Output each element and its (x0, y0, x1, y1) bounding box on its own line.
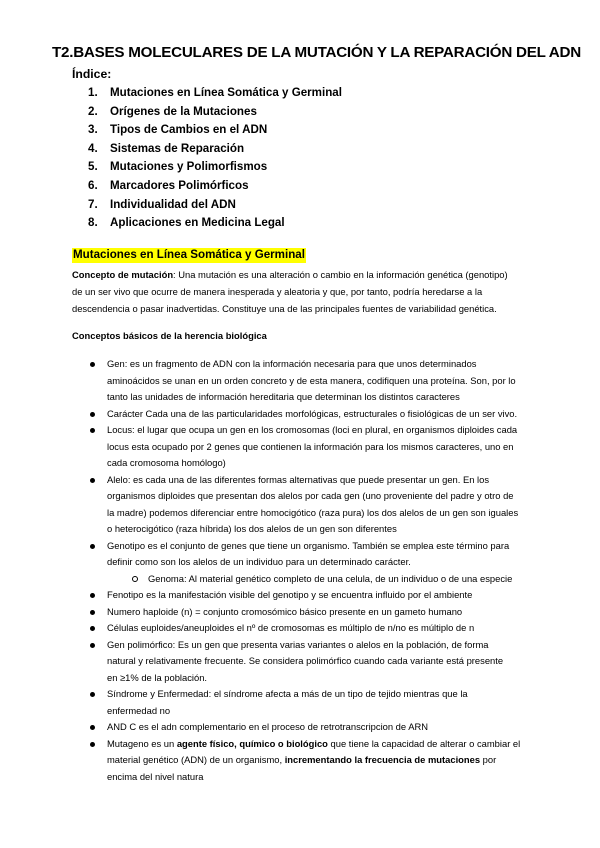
sub-bullet-item (90, 571, 590, 588)
index-item-label: Aplicaciones en Medicina Legal (110, 216, 285, 230)
bullet-line: Fenotipo es la manifestación visible del genotipo y se encuentra influido por el ambiente (107, 589, 473, 600)
index-item-number: 8. (88, 216, 98, 230)
bullet-item (90, 719, 590, 736)
index-list (88, 84, 342, 233)
index-item-label: Sistemas de Reparación (110, 141, 245, 155)
bullet-item (90, 587, 590, 604)
index-item (88, 140, 342, 159)
bullet-dot-icon (90, 725, 95, 730)
bullet-dot-icon (90, 626, 95, 631)
bullet-dot-icon (90, 593, 95, 598)
concept-line: descendencia o pasar inadvertidas. Constituye una de las principales fuentes de variabilidad genética. (72, 303, 497, 315)
index-item (88, 121, 342, 140)
index-item (88, 158, 342, 177)
bullet-line: Alelo: es cada una de las diferentes formas alternativas que puede presentar un gen. En los (107, 473, 490, 485)
bullet-line: Gen polimórfico: Es un gen que presenta varias variantes o alelos en la población, de forma (107, 638, 489, 650)
bullet-line: Mutageno es un agente físico, químico o biológico que tiene la capacidad de alterar o cambiar el (107, 737, 521, 749)
bullet-item (90, 472, 590, 538)
bullet-dot-icon (90, 692, 95, 697)
index-item (88, 103, 342, 122)
index-item-number: 6. (88, 178, 98, 192)
bullet-item (90, 620, 590, 637)
concept-line: de un ser vivo que ocurre de manera inesperada y aleatoria y que, por tanto, podría heredarse a la (72, 286, 483, 298)
bullet-dot-icon (90, 478, 95, 483)
bullet-dot-icon (90, 428, 95, 433)
index-item-number: 3. (88, 123, 98, 137)
bullet-line: natural y relativamente frecuente. Se considera polimórfico cuando cada variante está presente (107, 655, 504, 666)
index-item-label: Mutaciones y Polimorfismos (110, 160, 268, 174)
index-item-label: Orígenes de la Mutaciones (110, 104, 257, 118)
bullet-item (90, 406, 590, 423)
bullet-item (90, 604, 590, 621)
bullet-line: AND C es el adn complementario en el proceso de retrotranscripcion de ARN (107, 721, 428, 732)
bullet-line: cada cromosoma homólogo) (107, 457, 226, 468)
bullet-line: la madre) podemos diferenciar entre homocigótico (raza pura) los dos alelos de un gen son iguales (107, 506, 519, 518)
hollow-bullet-icon (132, 576, 138, 582)
bullet-item (90, 538, 590, 571)
bullet-line: en ≥1% de la población. (107, 671, 208, 683)
index-item-number: 2. (88, 104, 98, 118)
bullet-dot-icon (90, 742, 95, 747)
index-item-number: 4. (88, 141, 98, 155)
bullet-line: Células euploides/aneuploides el nº de cromosomas es múltiplo de n/no es múltiplo de n (107, 622, 475, 633)
mutation-concept-paragraph (72, 266, 572, 318)
emphasis-text: incrementando la frecuencia de mutaciones (284, 754, 481, 765)
index-item (88, 214, 342, 233)
bullet-line: locus esta ocupado por 2 genes que contienen la información para los mismos caracteres, uno en (107, 440, 514, 452)
concept-bullet-list (90, 356, 590, 785)
bullet-line: Numero haploide (n) = conjunto cromosómico básico presente en un gameto humano (107, 605, 463, 617)
bullet-dot-icon (90, 610, 95, 615)
index-item-label: Marcadores Polimórficos (110, 178, 249, 192)
index-item-label: Individualidad del ADN (110, 197, 236, 211)
bullet-line: material genético (ADN) de un organismo, incrementando la frecuencia de mutaciones por (107, 754, 497, 765)
bullet-line: o heterocigótico (raza híbrida) los dos alelos de un gen son diferentes (107, 523, 397, 534)
bullet-line: Genotipo es el conjunto de genes que tiene un organismo. También se emplea este término para (107, 539, 510, 551)
concept-line: Concepto de mutación: Una mutación es una alteración o cambio en la información genética (genotipo) (72, 269, 508, 280)
bullet-item (90, 356, 590, 406)
bullet-dot-icon (90, 412, 95, 417)
bullet-line: organismos diploides que presentan dos alelos por cada gen (uno proveniente del padre y otro de (107, 490, 514, 501)
bullet-line: Carácter Cada una de las particularidades morfológicas, estructurales o fisiológicas de un ser vivo. (107, 407, 518, 419)
section-title: Mutaciones en Línea Somática y Germinal (73, 248, 305, 261)
index-item (88, 84, 342, 103)
bullet-line: definir como son los alelos de un individuo para un determinado carácter. (107, 556, 411, 567)
index-item-number: 7. (88, 197, 98, 211)
bullet-line: enfermedad no (107, 704, 171, 716)
bullet-line: tanto las unidades de información hereditaria que determinan los distintos caracteres (107, 391, 460, 402)
concept-label: Concepto de mutación (72, 269, 174, 280)
bullet-item (90, 686, 590, 719)
index-item-label: Tipos de Cambios en el ADN (110, 123, 268, 137)
bullet-line: Síndrome y Enfermedad: el síndrome afecta a más de un tipo de tejido mientras que la (107, 688, 468, 699)
index-item (88, 196, 342, 215)
index-item-number: 1. (88, 86, 98, 99)
bullet-line: Gen: es un fragmento de ADN con la información necesaria para que unos determinados (107, 358, 477, 369)
index-heading: Índice: (72, 67, 112, 81)
bullet-line: Genoma: Al material genético completo de una celula, de un individuo o de una especie (148, 572, 513, 584)
bullet-item (90, 736, 590, 786)
bullet-item (90, 637, 590, 687)
emphasis-text: agente físico, químico o biológico (176, 737, 328, 749)
bullet-item (90, 422, 590, 472)
bullet-dot-icon (90, 544, 95, 549)
bullet-line: Locus: el lugar que ocupa un gen en los cromosomas (loci en plural, en organismos diploides cada (107, 424, 518, 435)
bullet-line: encima del nivel natura (107, 770, 204, 782)
bullet-line: aminoácidos se unan en un orden concreto y de esta manera, codifiquen una proteína. Son, por lo (107, 374, 516, 386)
document-title: T2.BASES MOLECULARES DE LA MUTACIÓN Y LA REPARACIÓN DEL ADN (52, 44, 581, 61)
index-item (88, 177, 342, 196)
index-item-label: Mutaciones en Línea Somática y Germinal (110, 86, 342, 99)
bullet-dot-icon (90, 362, 95, 367)
index-item-number: 5. (88, 160, 98, 174)
basic-concepts-heading: Conceptos básicos de la herencia biológica (72, 330, 267, 341)
bullet-dot-icon (90, 643, 95, 648)
